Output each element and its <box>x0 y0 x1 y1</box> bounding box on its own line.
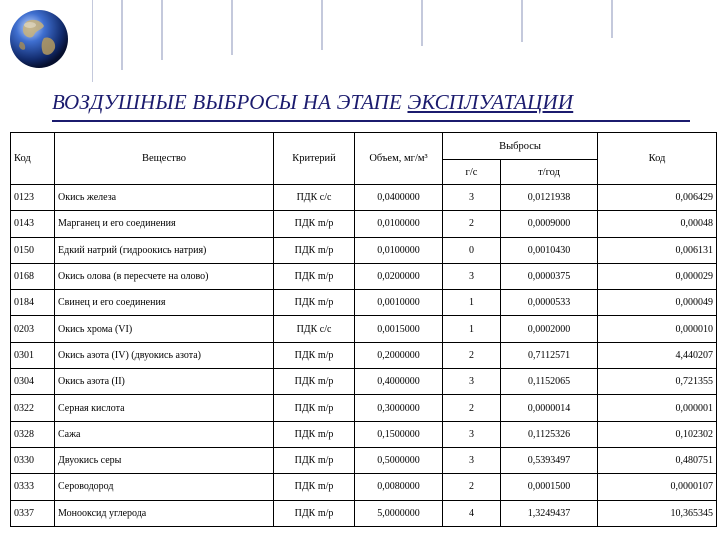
row-ty: 0,7112571 <box>501 342 598 368</box>
row-code: 0333 <box>11 474 55 500</box>
row-ty: 1,3249437 <box>501 500 598 526</box>
row-volume: 0,2000000 <box>355 342 443 368</box>
row-code-right: 0,721355 <box>598 369 717 395</box>
table-row <box>11 474 717 500</box>
table-row <box>11 211 717 237</box>
row-gs: 3 <box>443 185 501 211</box>
header-criterion: Критерий <box>274 133 355 185</box>
row-ty: 0,0000533 <box>501 290 598 316</box>
row-substance: Серная кислота <box>55 395 274 421</box>
row-volume: 0,5000000 <box>355 447 443 473</box>
row-substance: Окись азота (IV) (двуокись азота) <box>55 342 274 368</box>
row-volume: 0,0080000 <box>355 474 443 500</box>
row-gs: 3 <box>443 263 501 289</box>
row-gs: 3 <box>443 421 501 447</box>
row-code-right: 10,365345 <box>598 500 717 526</box>
table-row <box>11 237 717 263</box>
header-gs: г/с <box>443 160 501 185</box>
row-criterion: ПДК m/р <box>274 369 355 395</box>
row-criterion: ПДК m/р <box>274 211 355 237</box>
page-title <box>52 90 692 115</box>
row-ty: 0,0000014 <box>501 395 598 421</box>
row-gs: 4 <box>443 500 501 526</box>
title-main: ВОЗДУШНЫЕ ВЫБРОСЫ НА ЭТАПЕ <box>52 90 408 114</box>
row-code: 0301 <box>11 342 55 368</box>
row-criterion: ПДК m/р <box>274 447 355 473</box>
row-code: 0203 <box>11 316 55 342</box>
title-underlined: ЭКСПЛУАТАЦИИ <box>407 90 574 114</box>
row-criterion: ПДК m/р <box>274 421 355 447</box>
row-volume: 0,0100000 <box>355 211 443 237</box>
row-ty: 0,0000375 <box>501 263 598 289</box>
table-row <box>11 316 717 342</box>
row-substance: Окись железа <box>55 185 274 211</box>
row-volume: 0,0015000 <box>355 316 443 342</box>
row-substance: Марганец и его соединения <box>55 211 274 237</box>
title-divider <box>52 120 690 122</box>
row-volume: 0,1500000 <box>355 421 443 447</box>
row-criterion: ПДК m/р <box>274 290 355 316</box>
row-code-right: 4,440207 <box>598 342 717 368</box>
row-gs: 1 <box>443 290 501 316</box>
row-ty: 0,0121938 <box>501 185 598 211</box>
row-code-right: 0,000049 <box>598 290 717 316</box>
row-substance: Свинец и его соединения <box>55 290 274 316</box>
row-ty: 0,0009000 <box>501 211 598 237</box>
table-row <box>11 290 717 316</box>
row-code-right: 0,102302 <box>598 421 717 447</box>
header-substance: Вещество <box>55 133 274 185</box>
row-substance: Окись азота (II) <box>55 369 274 395</box>
row-code: 0322 <box>11 395 55 421</box>
row-criterion: ПДК m/р <box>274 500 355 526</box>
row-substance: Окись олова (в пересчете на олово) <box>55 263 274 289</box>
globe-icon <box>8 8 70 70</box>
row-gs: 2 <box>443 211 501 237</box>
row-criterion: ПДК с/с <box>274 185 355 211</box>
row-gs: 2 <box>443 395 501 421</box>
table-row <box>11 500 717 526</box>
row-gs: 0 <box>443 237 501 263</box>
row-gs: 2 <box>443 474 501 500</box>
header-emissions: Выбросы <box>443 133 598 160</box>
table-header-row <box>11 133 717 160</box>
header-code-right: Код <box>598 133 717 185</box>
row-code: 0328 <box>11 421 55 447</box>
row-ty: 0,5393497 <box>501 447 598 473</box>
row-substance: Едкий натрий (гидроокись натрия) <box>55 237 274 263</box>
row-volume: 0,0200000 <box>355 263 443 289</box>
row-substance: Сероводород <box>55 474 274 500</box>
row-ty: 0,0001500 <box>501 474 598 500</box>
row-criterion: ПДК m/р <box>274 474 355 500</box>
row-code: 0330 <box>11 447 55 473</box>
row-volume: 0,3000000 <box>355 395 443 421</box>
row-ty: 0,0002000 <box>501 316 598 342</box>
row-substance: Сажа <box>55 421 274 447</box>
table-row <box>11 421 717 447</box>
row-gs: 2 <box>443 342 501 368</box>
table-row <box>11 369 717 395</box>
row-ty: 0,1152065 <box>501 369 598 395</box>
row-code-right: 0,0000107 <box>598 474 717 500</box>
table-row <box>11 342 717 368</box>
row-criterion: ПДК m/р <box>274 342 355 368</box>
row-code: 0123 <box>11 185 55 211</box>
row-criterion: ПДК m/р <box>274 237 355 263</box>
header-ty: т/год <box>501 160 598 185</box>
row-substance: Двуокись серы <box>55 447 274 473</box>
row-substance: Монооксид углерода <box>55 500 274 526</box>
header-code: Код <box>11 133 55 185</box>
row-code-right: 0,000010 <box>598 316 717 342</box>
row-volume: 0,0010000 <box>355 290 443 316</box>
row-code: 0143 <box>11 211 55 237</box>
row-code-right: 0,006429 <box>598 185 717 211</box>
table-row <box>11 185 717 211</box>
row-volume: 0,0100000 <box>355 237 443 263</box>
table-row <box>11 447 717 473</box>
row-volume: 0,4000000 <box>355 369 443 395</box>
emissions-table <box>10 132 717 527</box>
row-code-right: 0,006131 <box>598 237 717 263</box>
row-gs: 1 <box>443 316 501 342</box>
row-substance: Окись хрома (VI) <box>55 316 274 342</box>
row-code-right: 0,480751 <box>598 447 717 473</box>
decorative-lines <box>92 0 652 82</box>
row-code-right: 0,00048 <box>598 211 717 237</box>
row-volume: 5,0000000 <box>355 500 443 526</box>
row-code-right: 0,000029 <box>598 263 717 289</box>
row-code: 0150 <box>11 237 55 263</box>
row-code: 0337 <box>11 500 55 526</box>
row-ty: 0,0010430 <box>501 237 598 263</box>
table-body <box>11 185 717 527</box>
row-volume: 0,0400000 <box>355 185 443 211</box>
row-code: 0184 <box>11 290 55 316</box>
row-code: 0304 <box>11 369 55 395</box>
header-volume: Объем, мг/м³ <box>355 133 443 185</box>
row-code-right: 0,000001 <box>598 395 717 421</box>
row-code: 0168 <box>11 263 55 289</box>
row-gs: 3 <box>443 369 501 395</box>
row-ty: 0,1125326 <box>501 421 598 447</box>
table-row <box>11 263 717 289</box>
row-gs: 3 <box>443 447 501 473</box>
row-criterion: ПДК с/с <box>274 316 355 342</box>
row-criterion: ПДК m/р <box>274 263 355 289</box>
row-criterion: ПДК m/р <box>274 395 355 421</box>
table-row <box>11 395 717 421</box>
